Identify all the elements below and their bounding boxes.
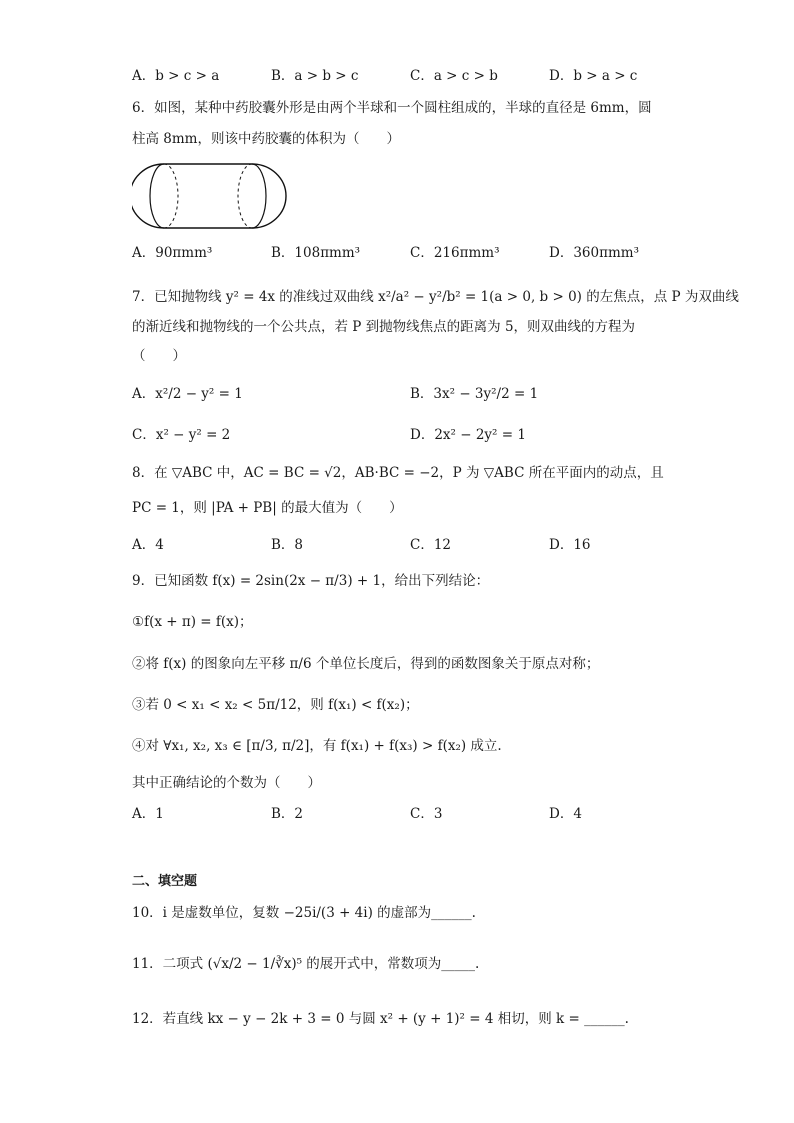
q8-option-c: C．12 bbox=[410, 537, 452, 553]
q9-question-text: 其中正确结论的个数为（ ） bbox=[132, 775, 321, 791]
q7-line3-text: （ ） bbox=[132, 348, 186, 364]
q12-text: 12．若直线 kx − y − 2k + 3 = 0 与圆 x² + (y + 1)² = 4 相切，则 k = ______. bbox=[132, 1011, 629, 1027]
q9-line1-text: 9．已知函数 f(x) = 2sin(2x − π/3) + 1，给出下列结论： bbox=[132, 573, 490, 589]
q5-option-d: D．b > a > c bbox=[549, 68, 638, 84]
q9-statement-4 bbox=[0, 735, 794, 757]
q9-s4-text: ④对 ∀x₁, x₂, x₃ ∈ [π/3, π/2]，有 f(x₁) + f(x₃) > f(x₂) 成立. bbox=[132, 738, 502, 754]
q6-stem-line1 bbox=[0, 97, 794, 119]
q7-option-b: B．3x² − 3y²/2 = 1 bbox=[410, 386, 539, 402]
q5-option-c: C．a > c > b bbox=[410, 68, 498, 84]
q8-option-d: D．16 bbox=[549, 537, 591, 553]
q7-stem-line1 bbox=[0, 286, 794, 308]
q7-option-a: A．x²/2 − y² = 1 bbox=[132, 386, 243, 402]
q12 bbox=[0, 1008, 794, 1030]
q9-option-b: B．2 bbox=[271, 806, 304, 822]
q8-options bbox=[0, 534, 794, 556]
q9-s2-text: ②将 f(x) 的图象向左平移 π/6 个单位长度后，得到的函数图象关于原点对称； bbox=[132, 656, 600, 672]
q9-option-d: D．4 bbox=[549, 806, 582, 822]
q7-options-row2 bbox=[0, 424, 794, 446]
q9-stem bbox=[0, 570, 794, 592]
q6-option-d: D．360πmm³ bbox=[549, 245, 639, 261]
q7-option-d: D．2x² − 2y² = 1 bbox=[410, 427, 526, 443]
q6-option-a: A．90πmm³ bbox=[132, 245, 213, 261]
q9-statement-3 bbox=[0, 694, 794, 716]
q9-s3-text: ③若 0 < x₁ < x₂ < 5π/12，则 f(x₁) < f(x₂)； bbox=[132, 697, 419, 713]
q6-line2-text: 柱高 8mm，则该中药胶囊的体积为（ ） bbox=[132, 131, 400, 147]
q7-stem-line3 bbox=[0, 345, 794, 367]
q9-question bbox=[0, 772, 794, 794]
q11 bbox=[0, 953, 794, 975]
q5-option-a: A．b > c > a bbox=[132, 68, 220, 84]
q7-line2-text: 的渐近线和抛物线的一个公共点，若 P 到抛物线焦点的距离为 5，则双曲线的方程为 bbox=[132, 319, 636, 335]
q8-option-b: B．8 bbox=[271, 537, 304, 553]
q10-text: 10．i 是虚数单位，复数 −25i/(3 + 4i) 的虚部为______. bbox=[132, 905, 476, 921]
section-title: 二、填空题 bbox=[132, 874, 198, 889]
q7-options-row1 bbox=[0, 383, 794, 405]
q10 bbox=[0, 902, 794, 924]
q9-option-c: C．3 bbox=[410, 806, 443, 822]
q9-option-a: A．1 bbox=[132, 806, 164, 822]
section-heading bbox=[0, 871, 794, 893]
q9-options bbox=[0, 803, 794, 825]
q6-options bbox=[0, 242, 794, 264]
capsule-figure bbox=[132, 158, 292, 234]
q6-option-b: B．108πmm³ bbox=[271, 245, 361, 261]
q7-line1-text: 7．已知抛物线 y² = 4x 的准线过双曲线 x²/a² − y²/b² = 1(a > 0, b > 0) 的左焦点，点 P 为双曲线 bbox=[132, 289, 739, 305]
q6-stem-line2 bbox=[0, 128, 794, 150]
q7-option-c: C．x² − y² = 2 bbox=[132, 427, 231, 443]
q9-statement-1 bbox=[0, 611, 794, 633]
q5-options bbox=[0, 65, 794, 87]
q11-text: 11．二项式 (√x/2 − 1/∛x)⁵ 的展开式中，常数项为_____. bbox=[132, 956, 480, 972]
q7-stem-line2 bbox=[0, 316, 794, 338]
q8-stem-line2 bbox=[0, 497, 794, 519]
q9-s1-text: ①f(x + π) = f(x)； bbox=[132, 614, 253, 630]
q8-line2-text: PC = 1，则 |PA + PB| 的最大值为（ ） bbox=[132, 500, 403, 516]
q6-option-c: C．216πmm³ bbox=[410, 245, 500, 261]
q8-line1-text: 8．在 ▽ABC 中，AC = BC = √2，AB·BC = −2，P 为 ▽ABC 所在平面内的动点，且 bbox=[132, 465, 664, 481]
q5-option-b: B．a > b > c bbox=[271, 68, 359, 84]
capsule-diagram bbox=[132, 158, 292, 234]
q9-statement-2 bbox=[0, 653, 794, 675]
q8-option-a: A．4 bbox=[132, 537, 164, 553]
q8-stem-line1 bbox=[0, 462, 794, 484]
q6-line1-text: 6．如图，某种中药胶囊外形是由两个半球和一个圆柱组成的，半球的直径是 6mm，圆 bbox=[132, 100, 652, 116]
